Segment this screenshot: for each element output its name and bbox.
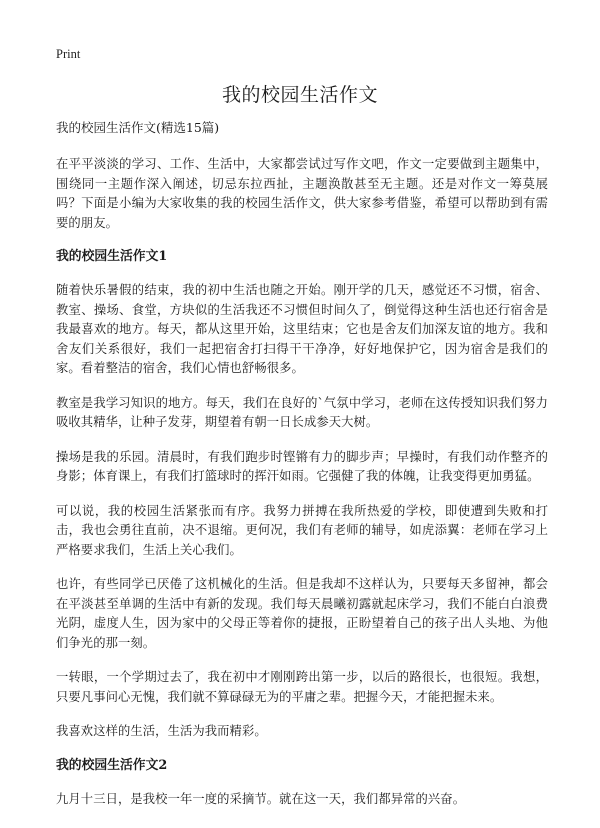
- section-heading: 我的校园生活作文1: [56, 249, 168, 264]
- paragraph: 可以说，我的校园生活紧张而有序。我努力拼搏在我所热爱的学校，即使遭到失败和打击，我也会勇往直前，决不退缩。更何况，我们有老师的辅导，如虎添翼：老师在学习上严格要求我们，生活上关心我们。: [56, 503, 548, 557]
- paragraph: 九月十三日，是我校一年一度的采摘节。就在这一天，我们都异常的兴奋。: [56, 791, 466, 806]
- intro-paragraph: 在平平淡淡的学习、工作、生活中，大家都尝试过写作文吧，作文一定要做到主题集中，围绕同一主题作深入阐述，切忌东拉西扯，主题涣散甚至无主题。还是对作文一筹莫展吗？下面是小编为大家收集的我的校园生活作文，供大家参考借鉴，希望可以帮助到有需要的朋友。: [56, 157, 548, 230]
- paragraph: 我喜欢这样的生活，生活为我而精彩。: [56, 724, 267, 738]
- paragraph: 也许，有些同学已厌倦了这机械化的生活。但是我却不这样认为，只要每天多留神，都会在平淡甚至单调的生活中有新的发现。我们每天晨曦初露就起床学习，我们不能白白浪费光阴，虚度人生，因为家中的父母正等着你的捷报，正盼望着自己的孩子出人头地、为他们争光的那一刻。: [56, 577, 548, 650]
- paragraph: 一转眼，一个学期过去了，我在初中才刚刚跨出第一步，以后的路很长，也很短。我想，只要凡事问心无愧，我们就不算碌碌无为的平庸之辈。把握今天，才能把握未来。: [56, 670, 548, 704]
- paragraph: 操场是我的乐园。清晨时，有我们跑步时铿锵有力的脚步声；早操时，有我们动作整齐的身影；体育课上，有我们打篮球时的挥汗如雨。它强健了我的体魄，让我变得更加勇猛。: [56, 449, 548, 483]
- paragraph: 教室是我学习知识的地方。每天，我们在良好的`气氛中学习，老师在这传授知识我们努力吸收其精华，让种子发芽，期望着有朝一日长成参天大树。: [56, 395, 548, 429]
- paragraph: 随着快乐暑假的结束，我的初中生活也随之开始。刚开学的几天，感觉还不习惯，宿舍、教室、操场、食堂，方块似的生活我还不习惯但时间久了，倒觉得这种生活也还行宿舍是我最喜欢的地方。每天，都从这里开始，这里结束；它也是舍友们加深友谊的地方。我和舍友们关系很好，我们一起把宿舍打扫得干干净净，好好地保护它，因为宿舍是我们的家。看着整洁的宿舍，我们心情也舒畅很多。: [56, 283, 548, 375]
- article-subtitle: 我的校园生活作文(精选15篇): [56, 120, 220, 135]
- article-body: [56, 119, 548, 824]
- section-heading: 我的校园生活作文2: [56, 757, 168, 773]
- page-title: 我的校园生活作文: [221, 84, 378, 106]
- print-link[interactable]: Print: [56, 47, 81, 61]
